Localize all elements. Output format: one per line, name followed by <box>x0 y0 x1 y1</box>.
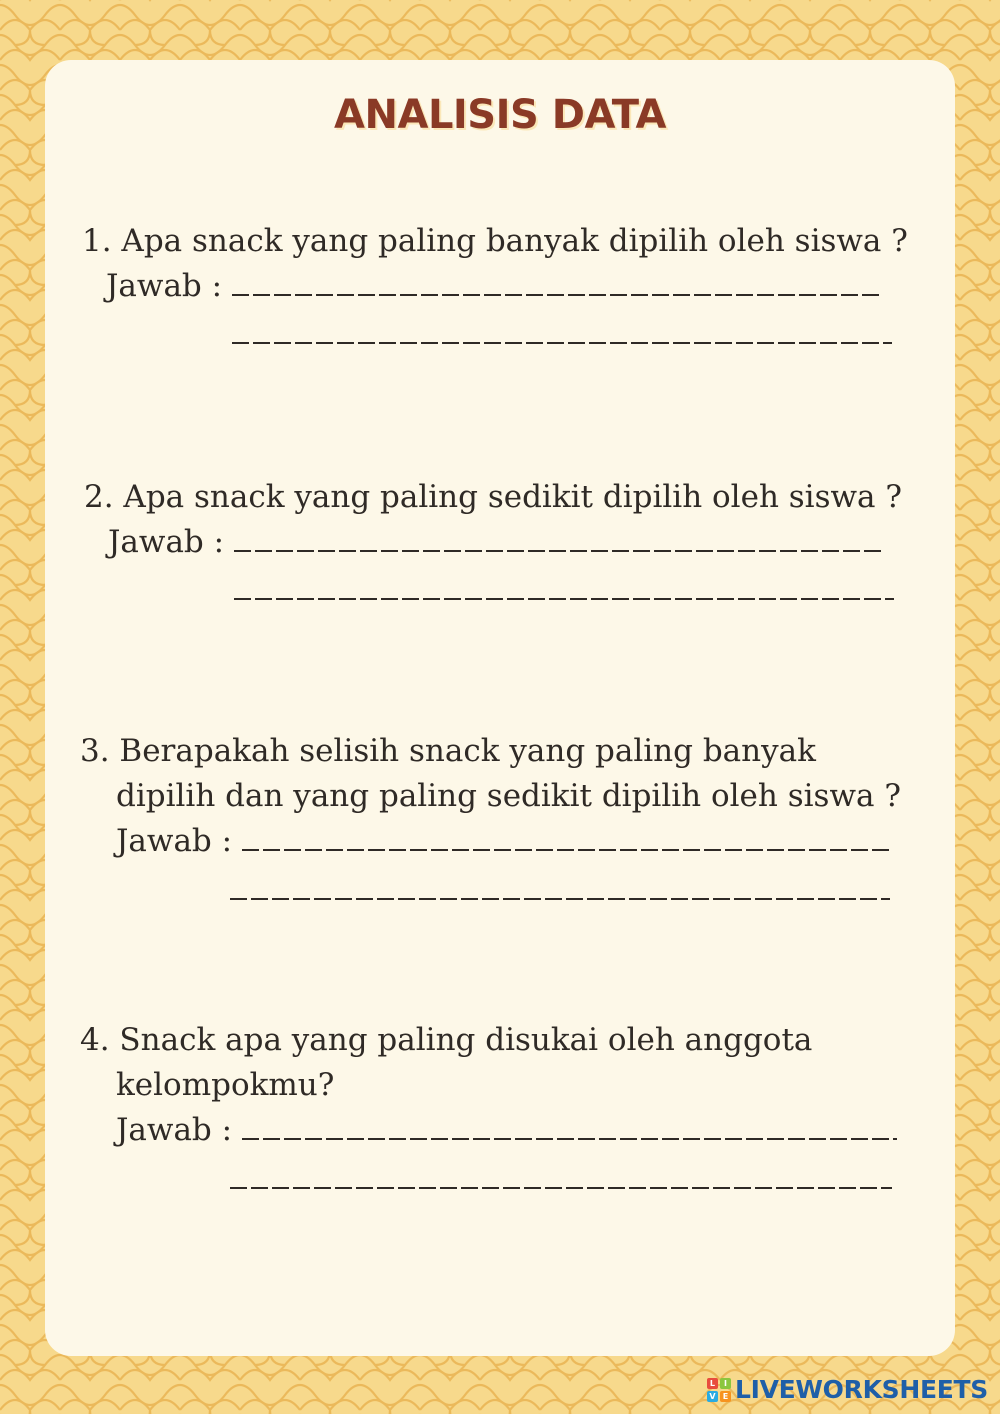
answer-label: Jawab : <box>116 1112 233 1148</box>
logo-text: LIVEWORKSHEETS <box>734 1375 988 1404</box>
answer-3-input-line-2[interactable] <box>230 898 890 900</box>
answer-3-input-line-1[interactable] <box>242 849 892 851</box>
question-2-text: 2. Apa snack yang paling sedikit dipilih oleh siswa ? <box>84 479 902 515</box>
answer-label: Jawab : <box>116 823 233 859</box>
answer-2-input-line-2[interactable] <box>234 598 894 600</box>
answer-1-input-line-1[interactable] <box>232 294 882 296</box>
question-4-answer-label <box>116 1112 897 1148</box>
answer-2-input-line-1[interactable] <box>234 550 884 552</box>
question-1-answer-label <box>106 268 882 304</box>
question-4-text-line-1: 4. Snack apa yang paling disukai oleh anggota <box>80 1022 813 1058</box>
question-3-text-line-2: dipilih dan yang paling sedikit dipilih oleh siswa ? <box>116 778 901 814</box>
answer-1-input-line-2[interactable] <box>232 342 892 344</box>
answer-4-input-line-1[interactable] <box>242 1138 897 1140</box>
question-1-text: 1. Apa snack yang paling banyak dipilih oleh siswa ? <box>82 223 908 259</box>
answer-4-input-line-2[interactable] <box>230 1187 892 1189</box>
liveworksheets-logo-icon: L I V E <box>707 1378 731 1402</box>
page-title: ANALISIS DATA <box>334 92 666 138</box>
liveworksheets-logo[interactable] <box>707 1375 988 1404</box>
question-3-answer-label <box>116 823 892 859</box>
question-4-text-line-2: kelompokmu? <box>116 1067 335 1103</box>
question-2-answer-label <box>108 524 884 560</box>
question-3-text-line-1: 3. Berapakah selisih snack yang paling banyak <box>80 733 816 769</box>
answer-label: Jawab : <box>106 268 223 304</box>
answer-label: Jawab : <box>108 524 225 560</box>
